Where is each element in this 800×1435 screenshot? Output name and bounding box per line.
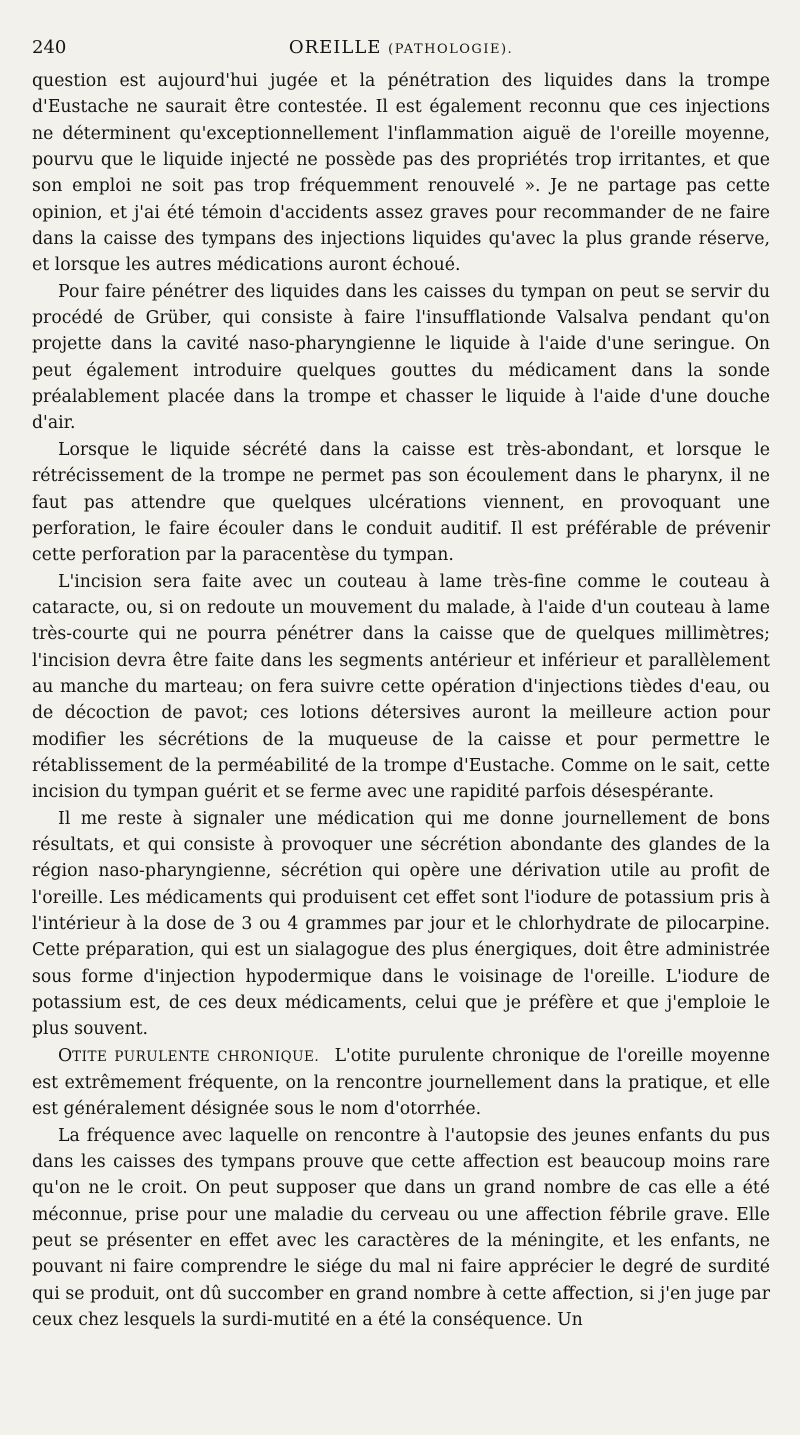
paragraph-gruber-procedure: Pour faire pénétrer des liquides dans les caisses du tympan on peut se servir du procédé de Grüber, qui consiste à faire l'insufflationde Valsalva pendant qu'on projette dans la cavité naso-pharyngienne le liquide à l'aide d'une seringue. On peut également introduire quelques gouttes du médicament dans la sonde préalablement placée dans la trompe et chasser le liquide à l'aide d'une douche d'air. [32,281,770,434]
section-heading-rest: TITE PURULENTE CHRONIQUE. [72,1048,320,1065]
paragraph-frequency: La fréquence avec laquelle on rencontre à l'autopsie des jeunes enfants du pus dans les caisses des tympans prouve que cette affection est beaucoup moins rare qu'on ne le croit. On peut supposer que dans un grand nombre de cas elle a été méconnue, prise pour une maladie du cerveau ou une affection fébrile grave. Elle peut se présenter en effet avec les caractères de la méningite, et les enfants, ne pouvant ni faire comprendre le siége du mal ni faire apprécier le degré de surdité qui se produit, ont dû succomber en grand nombre à cette affection, si j'en juge par ceux chez lesquels la surdi-mutité en a été la conséquence. Un [32,1125,770,1331]
section-text: L'otite purulente chronique de l'oreille moyenne est extrêmement fréquente, on la rencontre journellement dans la pratique, et elle est généralement désignée sous le nom d'otorrhée. [32,1045,770,1120]
paragraph-paracentesis: Lorsque le liquide sécrété dans la caisse est très-abondant, et lorsque le rétrécissement de la trompe ne permet pas son écoulement dans le pharynx, il ne faut pas attendre que quelques ulcérations viennent, en provoquant une perforation, le faire écouler dans le conduit auditif. Il est préférable de prévenir cette perforation par la paracentèse du tympan. [32,439,770,566]
paragraph-continuation: question est aujourd'hui jugée et la pénétration des liquides dans la trompe d'Eustache ne saurait être contestée. Il est également reconnu que ces injections ne déterminent qu'exceptionnellement l'inflammation aiguë de l'oreille moyenne, pourvu que le liquide injecté ne possède pas des propriétés trop irritantes, et que son emploi ne soit pas trop fréquemment renouvelé ». Je ne partage pas cette opinion, et j'ai été témoin d'accidents assez graves pour recommander de ne faire dans la caisse des tympans des injections liquides qu'avec la plus grande réserve, et lorsque les autres médications auront échoué. [32,71,770,276]
page-number: 240 [32,37,67,58]
section-heading-initial: O [58,1045,73,1066]
running-header [32,30,770,66]
body-text [32,68,770,1334]
paragraph-incision: L'incision sera faite avec un couteau à lame très-fine comme le couteau à cataracte, ou, si on redoute un mouvement du malade, à l'aide d'un couteau à lame très-courte qui ne pourra pénétrer dans la caisse que de quelques millimètres; l'incision devra être faite dans les segments antérieur et inférieur et parallèlement au manche du marteau; on fera suivre cette opération d'injections tièdes d'eau, ou de décoction de pavot; ces lotions détersives auront la meilleure action pour modifier les sécrétions de la muqueuse de la caisse et pour permettre le rétablissement de la perméabilité de la trompe d'Eustache. Comme on le sait, cette incision du tympan guérit et se ferme avec une rapidité parfois désespérante. [32,571,770,803]
section-heading [58,1046,319,1066]
header-title: OREILLE [288,37,382,58]
section-otite-purulente [32,1043,770,1123]
running-title [32,30,770,68]
paragraph-medication: Il me reste à signaler une médication qui me donne journellement de bons résultats, et qui consiste à provoquer une sécrétion abondante des glandes de la région naso-pharyngienne, sécrétion qui opère une dérivation utile au profit de l'oreille. Les médicaments qui produisent cet effet sont l'iodure de potassium pris à l'intérieur à la dose de 3 ou 4 grammes par jour et le chlorhydrate de pilocarpine. Cette préparation, qui est un sialagogue des plus énergiques, doit être administrée sous forme d'injection hypodermique dans le voisinage de l'oreille. L'iodure de potassium est, de ces deux médicaments, celui que je préfère et que j'emploie le plus souvent. [32,808,770,1040]
header-subtitle: (PATHOLOGIE). [388,42,514,57]
